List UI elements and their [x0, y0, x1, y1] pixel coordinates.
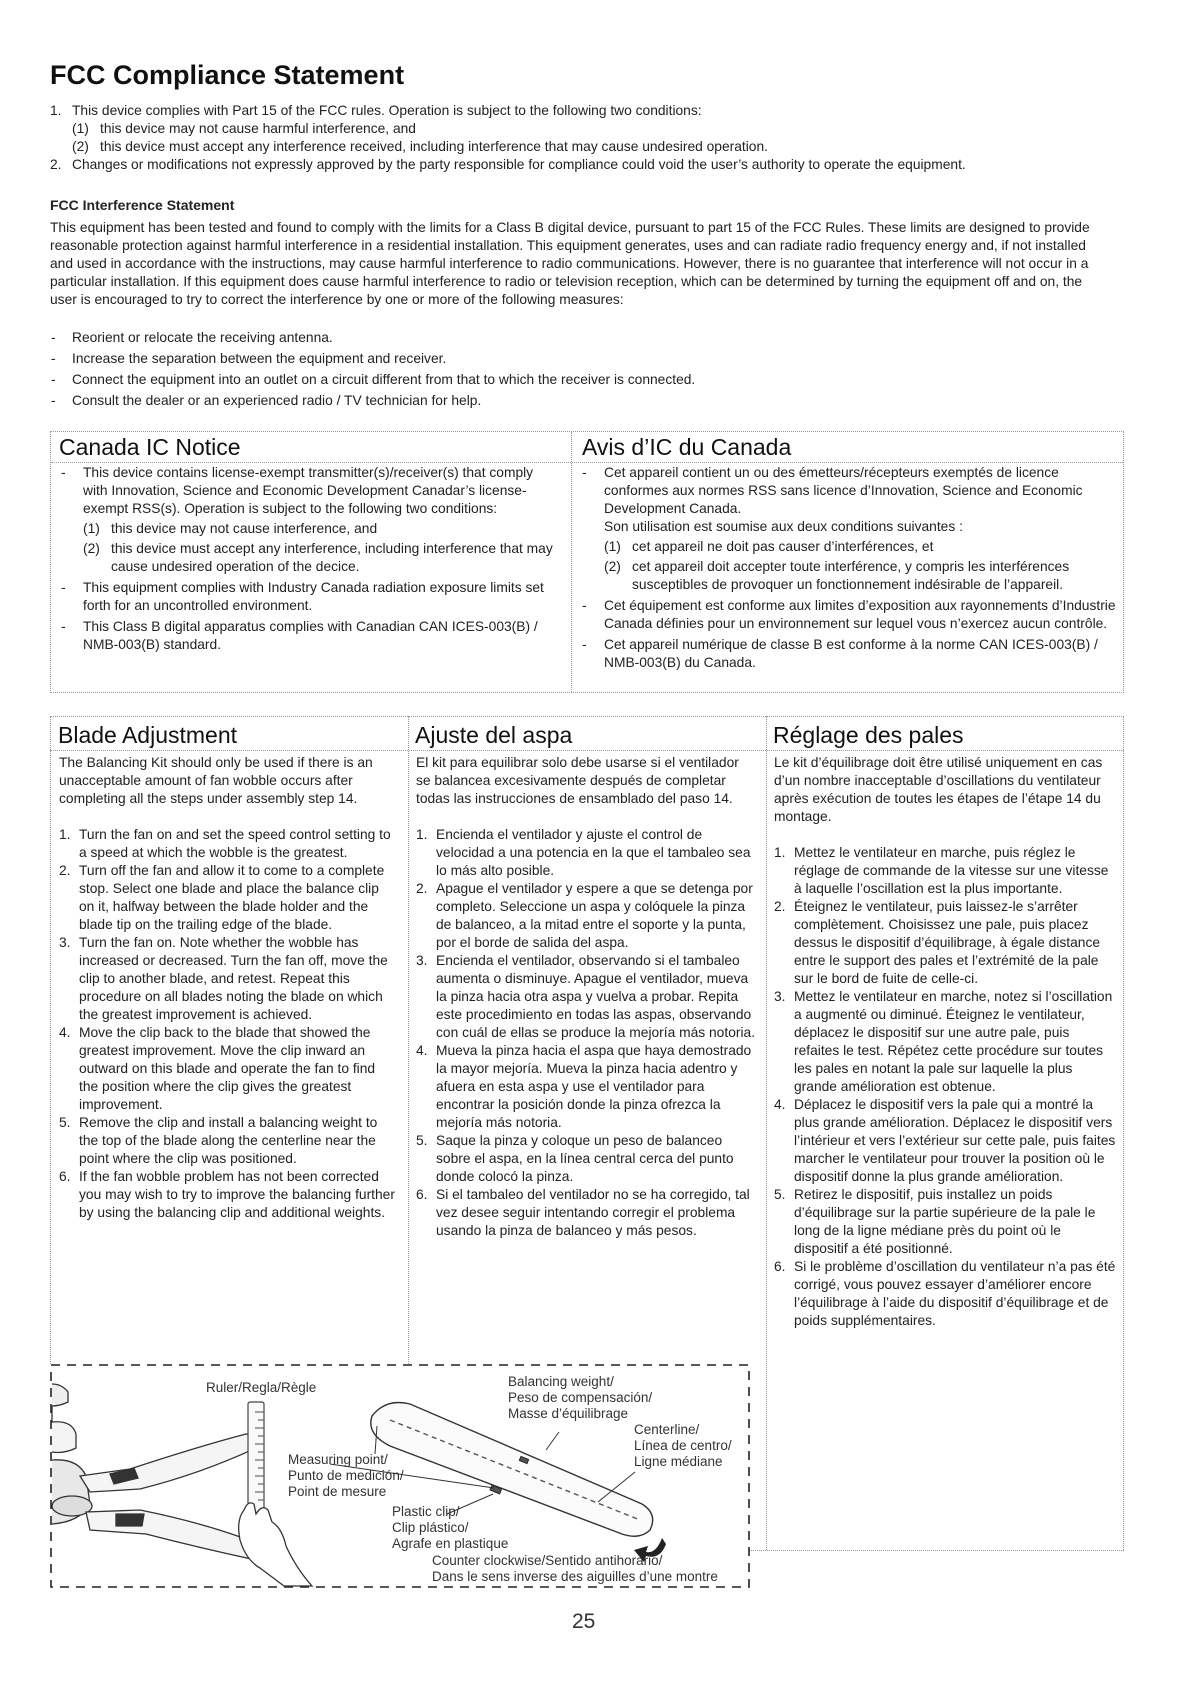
blade-box-right-border [1123, 716, 1124, 1550]
measure-item: - Increase the separation between the equipment and receiver. [50, 350, 1110, 368]
fcc-condition-2: (2) this device must accept any interference received, including interference that may cause undesired operation. [72, 139, 768, 154]
blade-box-left-border [50, 716, 51, 1364]
step-item: 1. Encienda el ventilador y ajuste el control de velocidad a una potencia en la que el tambaleo sea lo más alto posible. [416, 827, 751, 878]
blade-en-intro: The Balancing Kit should only be used if there is an unacceptable amount of fan wobble occurs after completing all the steps under assembly step 14. [59, 755, 373, 806]
step-item: 6. Si le problème d’oscillation du ventilateur n’a pas été corrigé, vous pouvez essayer d’améliorer encore l’équilibrage à l’aide du dispositif d’équilibrage et de poids supplémentaires. [774, 1259, 1116, 1328]
blade-heading-rule [50, 750, 1124, 751]
canada-en-item: - This equipment complies with Industry Canada radiation exposure limits set forth for an uncontrolled environment. [61, 579, 561, 615]
page-number: 25 [572, 1610, 596, 1633]
blade-col-divider-1 [408, 716, 409, 1364]
fcc-item-1: 1. This device complies with Part 15 of the FCC rules. Operation is subject to the following two conditions: [50, 103, 702, 118]
step-item: 5. Retirez le dispositif, puis installez un poids d’équilibrage sur la partie supérieure de la pale le long de la ligne médiane près du point où le dispositif a été positionné. [774, 1187, 1096, 1256]
blade-box-top-border [50, 716, 1124, 717]
blade-es-title: Ajuste del aspa [415, 722, 573, 748]
blade-fr-intro: Le kit d’équilibrage doit être utilisé uniquement en cas d’un nombre inacceptable d’oscillations du ventilateur après exécution de toutes les étapes de l’étape 14 du montage. [774, 755, 1103, 824]
step-item: 4. Mueva la pinza hacia el aspa que haya demostrado la mayor mejoría. Mueva la pinza hacia adentro y afuera en esta aspa y use el ventilador para encontrar la posición donde la pinza ofrezca la mejoría más notoria. [416, 1043, 752, 1130]
canada-en-item: - This Class B digital apparatus complies with Canadian CAN ICES-003(B) / NMB-003(B) standard. [61, 618, 561, 654]
step-item: 3. Encienda el ventilador, observando si el tambaleo aumenta o disminuye. Apague el ventilador, mueva la pinza hacia otra aspa y vuelva a probar. Repita este procedimiento en todas las aspas, observando con cuál de ellas se produce la mejoría más notoria. [416, 953, 756, 1040]
hand-icon [239, 1503, 312, 1586]
step-item: 4. Move the clip back to the blade that showed the greatest improvement. Move the clip inward an outward on this blade and operate the fan to find the position where the clip gives the greatest improvement. [59, 1025, 376, 1112]
step-item: 6. If the fan wobble problem has not been corrected you may wish to try to improve the balancing further by using the balancing clip and additional weights. [59, 1169, 395, 1220]
blade-es-steps [416, 826, 756, 1240]
canada-en-condition: (2) this device must accept any interference, including interference that may cause undesired operation of the decice. [83, 541, 553, 574]
canada-en-title: Canada IC Notice [59, 434, 241, 460]
plastic-clip-label: Plastic clip/ Clip plástico/ Agrafe en plastique [392, 1504, 509, 1551]
canada-en-condition: (1) this device may not cause interference, and [83, 521, 378, 536]
fcc-item-2: 2. Changes or modifications not expressly approved by the party responsible for compliance could void the user’s authority to operate the equipment. [50, 157, 966, 172]
canada-fr-title: Avis d’IC du Canada [582, 434, 792, 460]
canada-en-body [61, 464, 561, 654]
canada-divider [571, 432, 572, 692]
blade-en-column [59, 754, 395, 1222]
step-item: 5. Saque la pinza y coloque un peso de balanceo sobre el aspa, en la línea central cerca del punto donde colocó la pinza. [416, 1133, 734, 1184]
balancing-weight-label: Balancing weight/ Peso de compensación/ Masse d’équilibrage [508, 1374, 653, 1421]
step-item: 5. Remove the clip and install a balancing weight to the top of the blade along the centerline near the point where the clip was positioned. [59, 1115, 378, 1166]
blade-es-column [416, 754, 756, 1240]
fcc-interference-text: This equipment has been tested and found to comply with the limits for a Class B digital device, pursuant to part 15 of the FCC Rules. These limits are designed to provide reasonable protection against harmful interference in a residential installation. This equipment generates, uses and can radiate radio frequency energy and, if not installed and used in accordance with the instructions, may cause harmful interference to radio communications. However, there is no guarantee that interference will not occur in a particular installation. If this equipment does cause harmful interference to radio or television reception, which can be determined by turning the equipment off and on, the user is encouraged to try to correct the interference by one or more of the following measures: [50, 220, 1090, 307]
measure-item: - Connect the equipment into an outlet on a circuit different from that to which the receiver is connected. [50, 371, 1110, 389]
centerline-label: Centerline/ Línea de centro/ Ligne médiane [634, 1422, 732, 1469]
step-item: 6. Si el tambaleo del ventilador no se ha corregido, tal vez desee seguir intentando corregir el problema usando la pinza de balanceo y más pesos. [416, 1187, 750, 1238]
fan-blade-upper-icon [80, 1434, 258, 1492]
canada-notice-box [50, 431, 1124, 693]
canada-fr-item: - Cet équipement est conforme aux limites d’exposition aux rayonnements d’Industrie Canada définies pour un environnement sur lequel vous n’exercez aucun contrôle. [582, 597, 1120, 633]
fcc-sub-conditions [72, 120, 1130, 156]
blade-box-bottom-border [749, 1550, 1124, 1551]
blade-fr-title: Réglage des pales [773, 722, 964, 748]
measure-item: - Consult the dealer or an experienced radio / TV technician for help. [50, 392, 1110, 410]
balancing-diagram [50, 1364, 750, 1588]
measuring-point-label: Measuring point/ Punto de medición/ Point de mesure [288, 1452, 404, 1499]
blade-en-steps [59, 826, 395, 1222]
canada-fr-body [582, 464, 1120, 672]
fan-motor-icon [52, 1384, 92, 1524]
fcc-condition-1: (1) this device may not cause harmful interference, and [72, 121, 416, 136]
step-item: 2. Éteignez le ventilateur, puis laissez-le s’arrêter complètement. Choisissez une pale, puis placez dessus le dispositif d’équilibrage, à égale distance entre le support des pales et l’extrémité de la pale sur le bord de fuite de celle-ci. [774, 899, 1101, 986]
canada-fr-conditions-intro: Son utilisation est soumise aux deux conditions suivantes : [604, 519, 963, 534]
blade-col-divider-2 [766, 716, 767, 1550]
step-item: 2. Apague el ventilador y espere a que se detenga por completo. Seleccione un aspa y colóquele la pinza de balanceo, a la mitad entre el soporte y la punta, por el borde de salida del aspa. [416, 881, 753, 950]
canada-en-item: - This device contains license-exempt transmitter(s)/receiver(s) that comply with Innovation, Science and Economic Development Canadar’s license-exempt RSS(s). Operation is subject to the following two conditions: (1) this device may not cause interference, and (2) this device must accept any interference, including interference that may cause undesired operation of the decice. [61, 464, 561, 576]
fcc-interference-title: FCC Interference Statement [50, 197, 235, 213]
fcc-list-cont [50, 156, 1130, 174]
canada-heading-rule [51, 462, 1123, 463]
step-item: 4. Déplacez le dispositif vers la pale qui a montré la plus grande amélioration. Déplacez le dispositif vers l’intérieur et vers l’extérieur sur cette pale, puis faites marcher le ventilateur pour trouver la position où le dispositif donne la plus grande amélioration. [774, 1097, 1116, 1184]
page-title: FCC Compliance Statement [50, 60, 405, 90]
step-item: 2. Turn off the fan and allow it to come to a complete stop. Select one blade and place the balance clip on it, halfway between the blade holder and the blade tip on the trailing edge of the blade. [59, 863, 385, 932]
step-item: 1. Turn the fan on and set the speed control setting to a speed at which the wobble is the greatest. [59, 827, 391, 860]
direction-label: Counter clockwise/Sentido antihorario/ Dans le sens inverse des aiguilles d’une montre [432, 1553, 718, 1584]
blade-es-intro: El kit para equilibrar solo debe usarse si el ventilador se balancea excesivamente después de completar todas las instrucciones de ensamblado del paso 14. [416, 755, 739, 806]
blade-fr-column [774, 754, 1116, 1330]
fcc-measures-list [50, 329, 1110, 410]
fcc-conditions-block [50, 102, 1130, 174]
canada-fr-condition: (2) cet appareil doit accepter toute interférence, y compris les interférences susceptibles de provoquer un fonctionnement indésirable de l’appareil. [604, 559, 1070, 592]
fcc-list [50, 102, 1130, 120]
canada-fr-item: - Cet appareil contient un ou des émetteurs/récepteurs exemptés de licence conformes aux normes RSS sans licence d’Innovation, Science and Economic Development Canada. Son utilisation est soumise aux deux conditions suivantes : (1) cet appareil ne doit pas causer d’interférences, et (2) cet appareil doit accepter toute interférence, y compris les interférences susceptibles de provoquer un fonctionnement indésirable de l’appareil. [582, 464, 1120, 594]
blade-fr-steps [774, 844, 1116, 1330]
step-item: 3. Mettez le ventilateur en marche, notez si l’oscillation a augmenté ou diminué. Éteignez le ventilateur, déplacez le dispositif sur une autre pale, puis refaites le test. Répétez cette procédure sur toutes les pales en notant la pale sur laquelle la plus grande amélioration est obtenue. [774, 989, 1113, 1094]
canada-fr-item: - Cet appareil numérique de classe B est conforme à la norme CAN ICES-003(B) / NMB-003(B) du Canada. [582, 636, 1120, 672]
canada-fr-condition: (1) cet appareil ne doit pas causer d’interférences, et [604, 539, 934, 554]
step-item: 3. Turn the fan on. Note whether the wobble has increased or decreased. Turn the fan off, move the clip to another blade, and retest. Repeat this procedure on all blades noting the blade on which the greatest improvement is achieved. [59, 935, 388, 1022]
ruler-label: Ruler/Regla/Règle [206, 1380, 317, 1395]
blade-en-title: Blade Adjustment [58, 722, 238, 748]
measure-item: - Reorient or relocate the receiving antenna. [50, 329, 1110, 347]
step-item: 1. Mettez le ventilateur en marche, puis réglez le réglage de commande de la vitesse sur une vitesse à laquelle l’oscillation est la plus importante. [774, 845, 1109, 896]
